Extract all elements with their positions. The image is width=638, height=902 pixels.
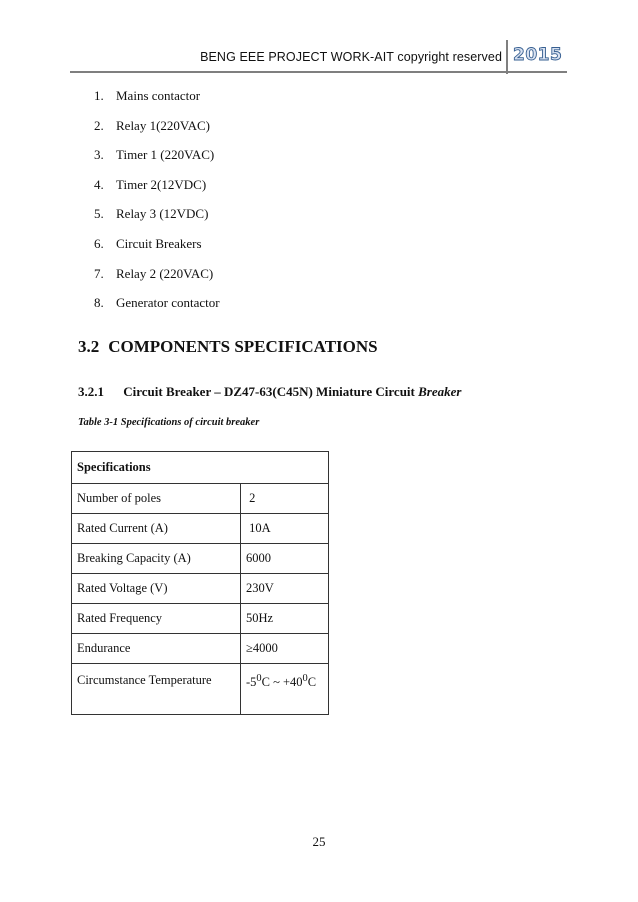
header-rule [70, 71, 567, 73]
subsection-title: Circuit Breaker – DZ47-63(C45N) Miniature Circuit [123, 384, 415, 399]
table-row [72, 574, 329, 604]
header-year: 2015 [513, 45, 563, 65]
header-divider [506, 40, 508, 74]
list-item-text: Mains contactor [116, 88, 201, 103]
table-header-row [72, 452, 329, 484]
subsection-number: 3.2.1 [78, 384, 104, 399]
degree-mark: 0 [302, 673, 308, 684]
temperature-unit: C [261, 675, 270, 690]
table-header-cell: Specifications [72, 452, 329, 484]
list-item-number: 3. [94, 147, 104, 163]
table-value-cell: ≥4000 [241, 634, 329, 664]
list-item [94, 118, 220, 148]
list-item-text: Timer 2(12VDC) [116, 176, 207, 192]
list-item [94, 177, 220, 207]
table-value-cell [241, 664, 329, 715]
list-item-number: 1. [94, 88, 104, 103]
list-item-number: 2. [94, 117, 104, 133]
list-item-text: Generator contactor [116, 295, 220, 311]
section-heading [78, 337, 378, 357]
spec-table [71, 451, 329, 715]
temperature-unit: C [307, 675, 317, 690]
table-row [72, 544, 329, 574]
table-label-cell: Rated Current (A) [72, 514, 241, 544]
table-value-cell: 2 [241, 484, 329, 514]
list-item-number: 5. [94, 206, 104, 222]
table-value-cell: 230V [241, 574, 329, 604]
table-label-cell: Rated Frequency [72, 604, 241, 634]
list-item-number: 7. [94, 265, 104, 281]
table-label-cell: Number of poles [72, 484, 241, 514]
table-value-cell: 50Hz [241, 604, 329, 634]
table-row [72, 634, 329, 664]
page-number: 25 [312, 834, 326, 849]
table-value-cell: 6000 [241, 544, 329, 574]
table-label-cell: Circumstance Temperature [72, 664, 241, 715]
list-item-text: Relay 3 (12VDC) [116, 206, 209, 222]
table-value-cell: 10A [241, 514, 329, 544]
list-item-text: Relay 1(220VAC) [116, 117, 211, 133]
table-label-cell: Endurance [72, 634, 241, 664]
section-title: COMPONENTS SPECIFICATIONS [108, 337, 378, 356]
temperature-separator: ~ [269, 675, 283, 690]
header-title: BENG EEE PROJECT WORK-AIT copyright reserved [200, 50, 502, 64]
table-label-cell: Breaking Capacity (A) [72, 544, 241, 574]
list-item [94, 88, 220, 118]
section-number: 3.2 [78, 337, 100, 356]
list-item [94, 295, 220, 325]
table-row [72, 484, 329, 514]
table-row [72, 604, 329, 634]
subsection-title-italic: Breaker [418, 384, 462, 399]
table-caption: Table 3-1 Specifications of circuit breaker [78, 417, 260, 428]
table-row [72, 664, 329, 715]
list-item-number: 6. [94, 235, 104, 251]
list-item [94, 147, 220, 177]
list-item-text: Timer 1 (220VAC) [116, 147, 215, 163]
degree-mark: 0 [256, 673, 262, 684]
list-item [94, 206, 220, 236]
temperature-high: +40 [282, 675, 303, 690]
list-item-number: 8. [94, 295, 104, 311]
list-item-text: Relay 2 (220VAC) [116, 265, 214, 281]
list-item-text: Circuit Breakers [116, 235, 202, 251]
table-label-cell: Rated Voltage (V) [72, 574, 241, 604]
component-list [94, 88, 220, 325]
subsection-heading [78, 384, 461, 400]
table-row [72, 514, 329, 544]
list-item [94, 236, 220, 266]
list-item-number: 4. [94, 176, 104, 192]
temperature-low: -5 [246, 675, 257, 690]
list-item [94, 266, 220, 296]
